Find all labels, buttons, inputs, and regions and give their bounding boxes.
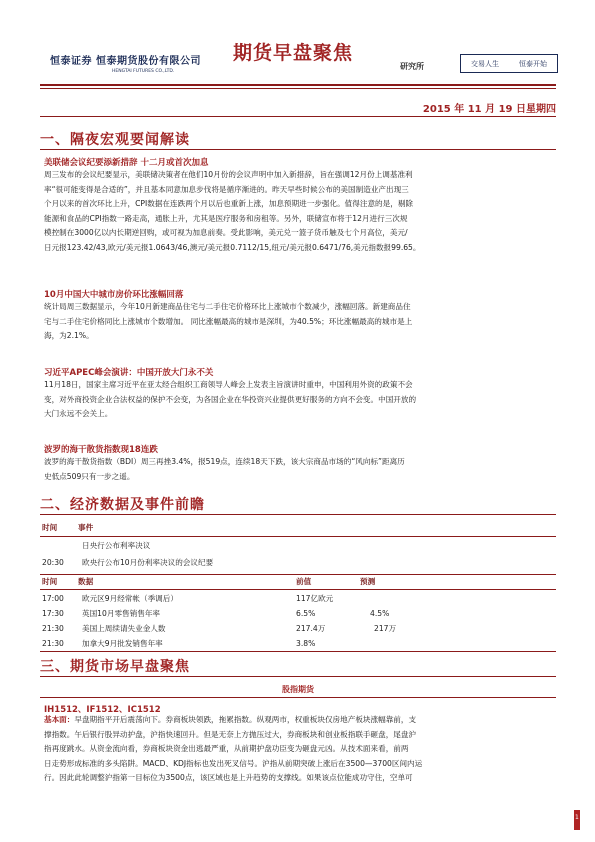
fundamentals-label: 基本面： xyxy=(44,715,75,724)
report-date: 2015 年 11 月 19 日星期四 xyxy=(422,104,556,115)
logo-text: 恒泰证券 恒泰期货股份有限公司 xyxy=(50,56,201,67)
brand-badge xyxy=(460,54,558,73)
table-row: 21:30 加拿大9月批发销售年率 3.8% xyxy=(42,639,316,648)
table-row: 20:30 欧央行公布10月份利率决议的会议纪要 xyxy=(42,558,214,567)
table-row: 21:30 美国上周续请失业金人数 217.4万 217万 xyxy=(42,624,397,633)
header-divider-thin xyxy=(40,88,556,89)
section-title-macro: 一、隔夜宏观要闻解读 xyxy=(40,132,190,148)
news-paragraph: 波罗的海干散货指数（BDI）周三再挫3.4%，报519点，连续18天下跌，该大宗商品市场的“风向标”距离历 史低点509只有一步之遥。 xyxy=(44,457,405,481)
date-divider xyxy=(40,116,556,117)
badge-left-text: 交易人生 xyxy=(471,59,499,68)
section-divider xyxy=(40,676,556,677)
col-prev-header: 前值 xyxy=(296,577,312,586)
section-divider xyxy=(40,149,556,150)
col-forecast-header: 预测 xyxy=(360,577,376,586)
news-headline: 10月中国大中城市房价环比涨幅回落 xyxy=(44,290,184,300)
document-title: 期货早盘聚焦 xyxy=(232,42,353,64)
section-divider xyxy=(40,514,556,515)
col-time-header: 时间 xyxy=(42,523,58,532)
news-headline: 波罗的海干散货指数现18连跌 xyxy=(44,445,158,455)
header-divider xyxy=(40,84,556,86)
col-event-header: 事件 xyxy=(78,523,94,532)
news-paragraph: 周三发布的会议纪要显示，美联储决策者在他们10月份的会议声明中加入新措辞，旨在强调12月份上调基准利 率“很可能变得是合适的”，并且基本同意加息步伐将是循序渐进的。昨天早些时候公布的美国制造业产出现三 个月以来的首次环比上升，CPI数据在连跌两个月以后也重新上涨，加息预期进一步强化。值得注意的是，剔除 能源和食品的CPI指数一路走高，通胀上升，尤其是医疗服务和房租等。另外，联储宣布将于12月进行三次规 模控制在3000亿以内长期逆回购，或可视为加息前奏。受此影响，美元兑一篮子货币触及七个月高位，美元/ 日元报123.42/43,欧元/美元报1.0643/46,澳元/美元报0.7112/15,纽元/美元报0.6471/76,美元指数报99.65。 xyxy=(44,170,421,252)
table-row: 17:30 英国10月零售销售年率 6.5% 4.5% xyxy=(42,609,390,618)
subsection-title: 股指期货 xyxy=(282,685,314,694)
data-table xyxy=(40,575,556,651)
department-label: 研究所 xyxy=(400,62,424,71)
news-headline: 习近平APEC峰会演讲：中国开放大门永不关 xyxy=(44,368,214,378)
table-divider xyxy=(40,651,556,652)
analysis-paragraph: 基本面：早盘期指平开后震荡向下。券商板块领跌，拖累指数。纵观两市，权重板块仅房地产板块涨幅靠前，支 撑指数。午后银行股异动护盘，沪指快速回升。但是无奈上方抛压过大，券商板块和创业板指联手砸盘，尾盘沪 指再度跳水。从资金流向看，券商板块资金出逃最严重，从前期护盘功臣变为砸盘元凶。从技术面来看，前两 日走势形成标准的多头陷阱。MACD、KDJ指标也发出死叉信号。沪指从前期突破上涨后在3500—3700区间内运 行。因此此轮调整沪指第一目标位为3500点，该区域也是上升趋势的支撑线。如果该点位能成功守住，空单可 xyxy=(44,715,423,782)
table-divider xyxy=(40,536,556,537)
logo-english-text: HENGTAI FUTURES CO.,LTD. xyxy=(112,69,175,74)
company-logo xyxy=(50,52,201,78)
col-time-header: 时间 xyxy=(42,577,58,586)
table-header-row xyxy=(40,521,556,535)
col-data-header: 数据 xyxy=(78,577,94,586)
badge-right-text: 恒泰开始 xyxy=(519,59,547,68)
table-divider xyxy=(40,589,556,590)
news-paragraph: 11月18日，国家主席习近平在亚太经合组织工商领导人峰会上发表主旨演讲时重申，中国利用外资的政策不会 变，对外商投资企业合法权益的保护不会变，为各国企业在华投资兴业提供更好服务的方向不会变。中国开放的 大门永远不会关上。 xyxy=(44,380,417,418)
section-title-futures: 三、期货市场早盘聚焦 xyxy=(40,659,190,675)
table-row: 日央行公布利率决议 xyxy=(82,541,151,550)
events-table xyxy=(40,521,556,570)
section-title-calendar: 二、经济数据及事件前瞻 xyxy=(40,497,205,513)
news-headline: 美联储会议纪要添新措辞 十二月或首次加息 xyxy=(44,158,209,168)
subsection-divider xyxy=(40,697,556,698)
contracts-label: IH1512、IF1512、IC1512 xyxy=(44,705,161,715)
table-header-row xyxy=(40,575,556,589)
news-paragraph: 统计局周三数据显示，今年10月新建商品住宅与二手住宅价格环比上涨城市个数减少，涨幅回落。新建商品住 宅与二手住宅价格同比上涨城市个数增加。 同比涨幅最高的城市是深圳，为40.5%；环比涨幅最高的城市是上 海，为2.1%。 xyxy=(44,302,413,340)
page-number: 1 xyxy=(575,814,579,821)
table-row: 17:00 欧元区9月经常帐（季调后） 117亿欧元 xyxy=(42,594,334,603)
